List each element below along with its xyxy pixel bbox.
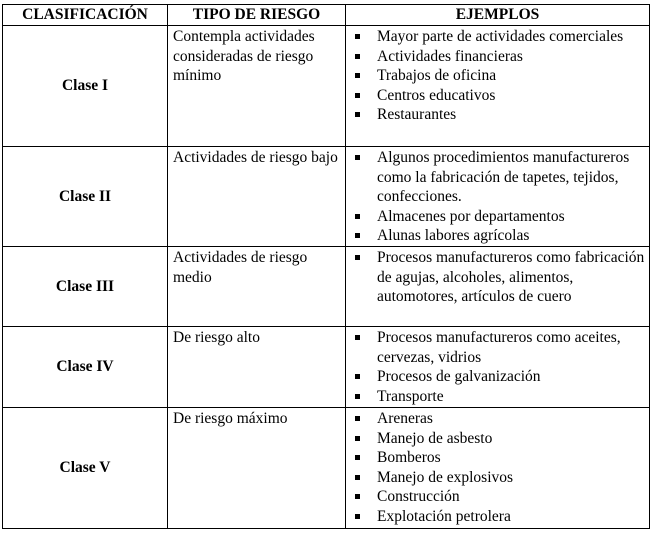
example-text: Restaurantes — [377, 106, 457, 123]
example-text: Procesos de galvanización — [377, 368, 541, 385]
risk-classification-table — [2, 4, 650, 529]
square-bullet-icon — [355, 155, 360, 160]
risk-type-cell: De riesgo máximo — [168, 408, 346, 529]
list-item — [346, 367, 645, 387]
risk-type-cell: Actividades de riesgo bajo — [168, 147, 346, 247]
square-bullet-icon — [355, 416, 360, 421]
square-bullet-icon — [355, 255, 360, 260]
example-text: Algunos procedimientos manufactureros como la fabricación de tapetes, tejidos, confecciones. — [377, 149, 630, 205]
examples-list — [346, 147, 649, 246]
example-text: Areneras — [377, 410, 433, 427]
examples-list — [346, 327, 649, 406]
class-cell: Clase V — [3, 408, 168, 529]
list-item — [346, 448, 645, 468]
list-item — [346, 226, 645, 246]
square-bullet-icon — [355, 112, 360, 117]
square-bullet-icon — [355, 73, 360, 78]
header-tipo-de-riesgo: TIPO DE RIESGO — [168, 5, 346, 26]
list-item — [346, 27, 645, 47]
examples-cell — [346, 147, 650, 247]
list-item — [346, 47, 645, 67]
list-item — [346, 207, 645, 227]
examples-cell — [346, 26, 650, 147]
class-cell: Clase IV — [3, 327, 168, 408]
examples-list — [346, 247, 649, 307]
table-row — [3, 26, 650, 147]
risk-type-cell: Contempla actividades consideradas de riesgo mínimo — [168, 26, 346, 147]
risk-type-cell: De riesgo alto — [168, 327, 346, 408]
square-bullet-icon — [355, 34, 360, 39]
list-item — [346, 387, 645, 407]
table-row — [3, 147, 650, 247]
square-bullet-icon — [355, 514, 360, 519]
square-bullet-icon — [355, 374, 360, 379]
square-bullet-icon — [355, 475, 360, 480]
header-clasificacion: CLASIFICACIÓN — [3, 5, 168, 26]
list-item — [346, 507, 645, 527]
examples-list — [346, 26, 649, 125]
square-bullet-icon — [355, 455, 360, 460]
example-text: Procesos manufactureros como fabricación de agujas, alcoholes, alimentos, automotores, artículos de cuero — [377, 249, 645, 305]
example-text: Alunas labores agrícolas — [377, 227, 530, 244]
list-item — [346, 429, 645, 449]
example-text: Procesos manufactureros como aceites, cervezas, vidrios — [377, 329, 621, 366]
square-bullet-icon — [355, 214, 360, 219]
square-bullet-icon — [355, 93, 360, 98]
list-item — [346, 66, 645, 86]
square-bullet-icon — [355, 54, 360, 59]
square-bullet-icon — [355, 394, 360, 399]
square-bullet-icon — [355, 494, 360, 499]
examples-cell — [346, 408, 650, 529]
example-text: Explotación petrolera — [377, 507, 511, 525]
header-row — [3, 5, 650, 26]
table-row — [3, 247, 650, 327]
examples-cell — [346, 247, 650, 327]
list-item — [346, 105, 645, 125]
square-bullet-icon — [355, 436, 360, 441]
list-item — [346, 468, 645, 488]
example-text: Manejo de asbesto — [377, 429, 493, 447]
class-cell: Clase III — [3, 247, 168, 327]
header-ejemplos: EJEMPLOS — [346, 5, 650, 26]
example-text: Actividades financieras — [377, 47, 523, 65]
risk-type-cell: Actividades de riesgo medio — [168, 247, 346, 327]
list-item — [346, 86, 645, 106]
example-text: Centros educativos — [377, 86, 496, 104]
list-item — [346, 328, 645, 367]
square-bullet-icon — [355, 335, 360, 340]
list-item — [346, 248, 645, 307]
example-text: Almacenes por departamentos — [377, 207, 565, 225]
list-item — [346, 148, 645, 207]
class-cell: Clase II — [3, 147, 168, 247]
example-text: Bomberos — [377, 449, 441, 466]
example-text: Transporte — [377, 387, 444, 405]
example-text: Manejo de explosivos — [377, 468, 514, 486]
list-item — [346, 409, 645, 429]
example-text: Mayor parte de actividades comerciales — [377, 28, 624, 45]
class-cell: Clase I — [3, 26, 168, 147]
list-item — [346, 487, 645, 507]
examples-list — [346, 408, 649, 526]
example-text: Construcción — [377, 488, 460, 505]
table-row — [3, 327, 650, 408]
square-bullet-icon — [355, 233, 360, 238]
examples-cell — [346, 327, 650, 408]
example-text: Trabajos de oficina — [377, 67, 497, 84]
table-row — [3, 408, 650, 529]
